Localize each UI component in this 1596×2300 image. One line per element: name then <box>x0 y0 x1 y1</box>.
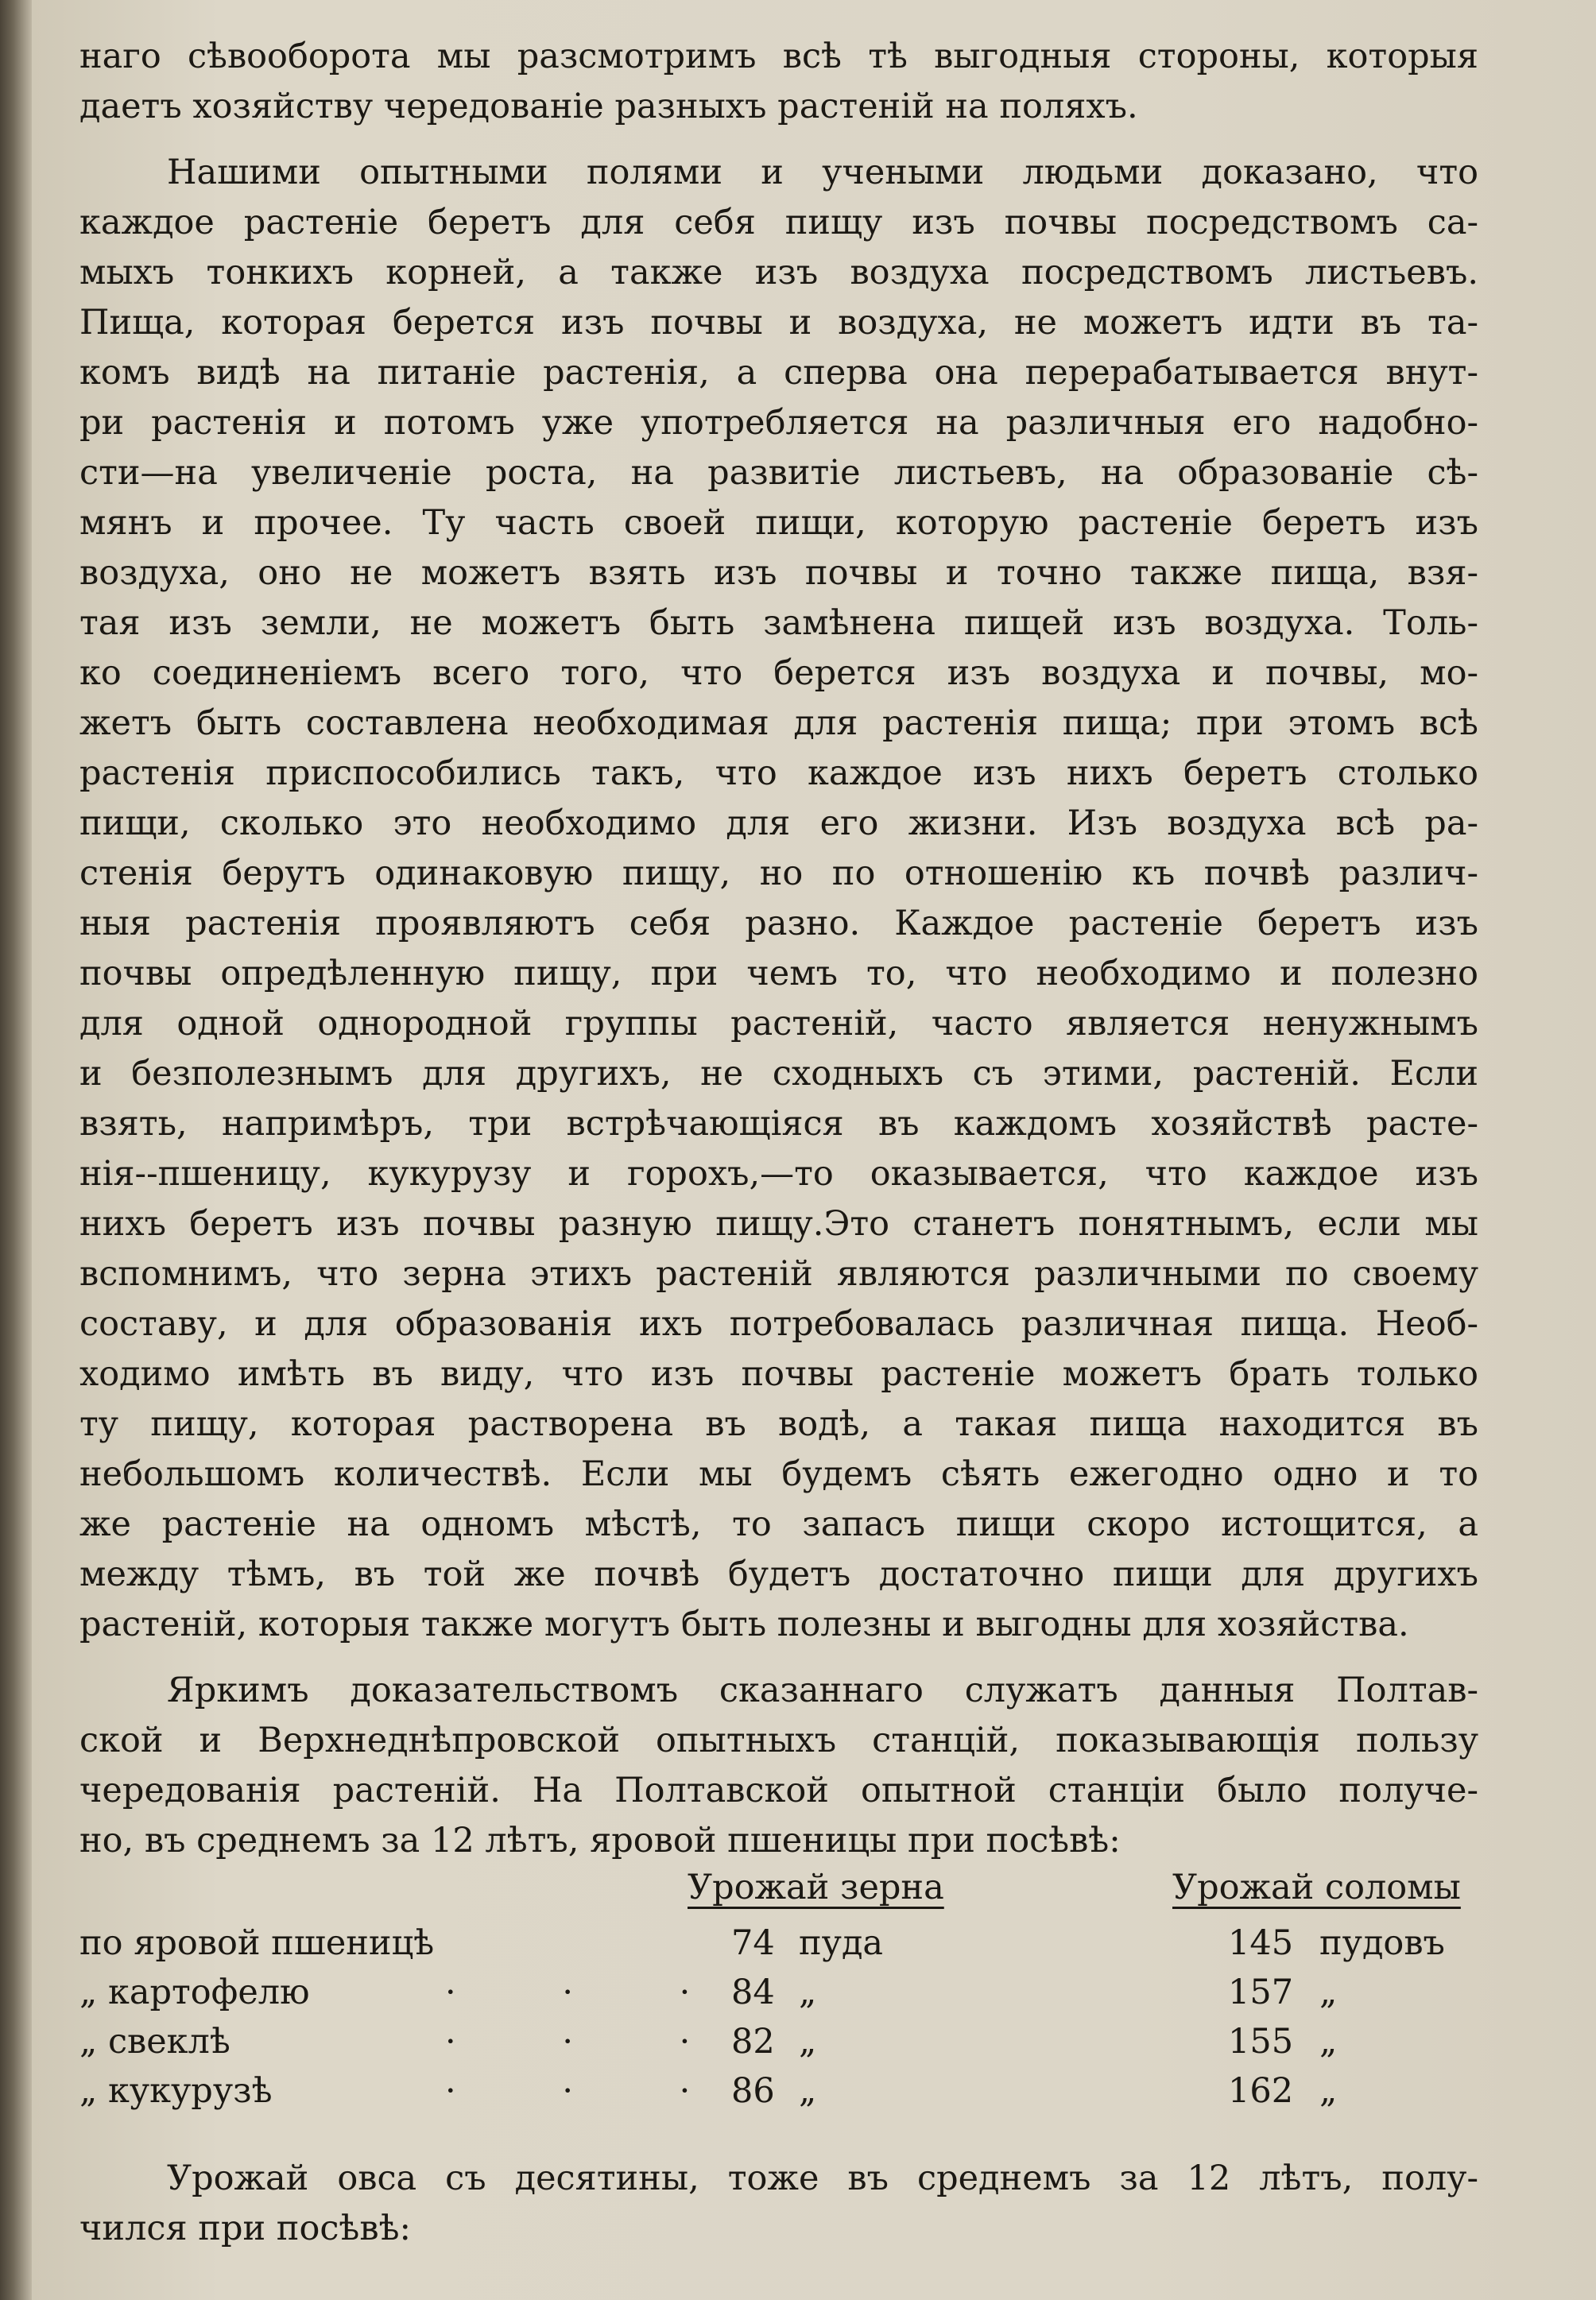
grain-yield-value: 86 <box>731 2071 775 2111</box>
text-line: каждое растеніе беретъ для себя пищу изъ почвы посредствомъ са- <box>79 203 1478 242</box>
text-line: вспомнимъ, что зерна этихъ растеній являются различными по своему <box>79 1254 1478 1294</box>
text-line: мянъ и прочее. Ту часть своей пищи, которую растеніе беретъ изъ <box>79 503 1478 543</box>
text-line: даетъ хозяйству чередованіе разныхъ растеній на поляхъ. <box>79 87 1138 126</box>
straw-yield-value: 155 <box>1228 2022 1294 2062</box>
book-page <box>32 0 1596 2300</box>
crop-label: „ кукурузѣ <box>79 2071 273 2111</box>
yield-table-body <box>79 1923 1486 2120</box>
straw-yield-value: 162 <box>1228 2071 1294 2111</box>
paragraph <box>79 32 1478 132</box>
crop-label: „ свеклѣ <box>79 2022 230 2062</box>
body-text <box>79 32 1478 1866</box>
text-line: воздуха, оно не можетъ взять изъ почвы и точно также пища, взя- <box>79 553 1478 593</box>
closing-line: Урожай овса съ десятины, тоже въ среднемъ за 12 лѣтъ, полу- <box>167 2159 1478 2198</box>
leader-dots: · · · <box>445 1973 738 2012</box>
text-line: наго сѣвооборота мы разсмотримъ всѣ тѣ выгодныя стороны, которыя <box>79 37 1478 76</box>
crop-label: по яровой пшеницѣ <box>79 1923 435 1963</box>
text-line: небольшомъ количествѣ. Если мы будемъ сѣять ежегодно одно и то <box>79 1454 1478 1494</box>
table-row <box>79 1973 1486 2022</box>
header-grain-yield: Урожай зерна <box>688 1868 944 1907</box>
grain-yield-value: 82 <box>731 2022 775 2062</box>
header-straw-yield: Урожай соломы <box>1172 1868 1461 1907</box>
text-line: тая изъ земли, не можетъ быть замѣнена пищей изъ воздуха. Толь- <box>79 603 1478 643</box>
text-line: растенія приспособились такъ, что каждое изъ нихъ беретъ столько <box>79 753 1478 793</box>
text-line: Пища, которая берется изъ почвы и воздуха, не можетъ идти въ та- <box>79 303 1478 343</box>
paragraph <box>79 1666 1478 1866</box>
straw-yield-unit: „ <box>1319 2071 1338 2111</box>
text-line: ту пищу, которая растворена въ водѣ, а такая пища находится въ <box>79 1404 1478 1444</box>
table-row <box>79 2071 1486 2120</box>
leader-dots: · · · <box>445 2071 738 2111</box>
text-line: чередованія растеній. На Полтавской опытной станціи было получе- <box>79 1771 1478 1810</box>
text-line: ской и Верхнеднѣпровской опытныхъ станцій, показывающія пользу <box>79 1721 1478 1760</box>
text-line: взять, напримѣръ, три встрѣчающіяся въ каждомъ хозяйствѣ расте- <box>79 1104 1478 1144</box>
text-line: комъ видѣ на питаніе растенія, а сперва она перерабатывается внут- <box>79 353 1478 393</box>
text-line: ходимо имѣть въ виду, что изъ почвы растеніе можетъ брать только <box>79 1354 1478 1394</box>
text-line: стенія берутъ одинаковую пищу, но по отношенію къ почвѣ различ- <box>79 854 1478 893</box>
text-line: но, въ среднемъ за 12 лѣтъ, яровой пшеницы при посѣвѣ: <box>79 1821 1121 1861</box>
grain-yield-unit: „ <box>799 2022 817 2062</box>
straw-yield-unit: „ <box>1319 1973 1338 2012</box>
straw-yield-value: 145 <box>1228 1923 1294 1963</box>
text-line: ри растенія и потомъ уже употребляется на различныя его надобно- <box>79 403 1478 443</box>
straw-yield-unit: пудовъ <box>1319 1923 1445 1963</box>
text-line: и безполезнымъ для другихъ, не сходныхъ съ этими, растеній. Если <box>79 1054 1478 1094</box>
text-line: сти—на увеличеніе роста, на развитіе листьевъ, на образованіе сѣ- <box>79 453 1478 493</box>
text-line: нія--пшеницу, кукурузу и горохъ,—то оказывается, что каждое изъ <box>79 1154 1478 1194</box>
text-line: жетъ быть составлена необходимая для растенія пища; при этомъ всѣ <box>79 703 1478 743</box>
table-row <box>79 1923 1486 1973</box>
straw-yield-unit: „ <box>1319 2022 1338 2062</box>
text-line: же растеніе на одномъ мѣстѣ, то запасъ пищи скоро истощится, а <box>79 1504 1478 1544</box>
leader-dots: · · · <box>445 2022 738 2062</box>
book-binding-edge <box>0 0 32 2300</box>
text-line: Нашими опытными полями и учеными людьми доказано, что <box>167 153 1478 192</box>
grain-yield-unit: „ <box>799 1973 817 2012</box>
straw-yield-value: 157 <box>1228 1973 1294 2012</box>
closing-paragraph <box>79 2154 1478 2254</box>
yield-table <box>79 1868 1486 2120</box>
crop-label: „ картофелю <box>79 1973 310 2012</box>
text-line: между тѣмъ, въ той же почвѣ будетъ достаточно пищи для другихъ <box>79 1555 1478 1594</box>
paragraph <box>79 148 1478 1650</box>
text-line: мыхъ тонкихъ корней, а также изъ воздуха посредствомъ листьевъ. <box>79 253 1478 292</box>
grain-yield-unit: пуда <box>799 1923 884 1963</box>
text-line: составу, и для образованія ихъ потребовалась различная пища. Необ- <box>79 1304 1478 1344</box>
grain-yield-unit: „ <box>799 2071 817 2111</box>
text-line: Яркимъ доказательствомъ сказаннаго служатъ данныя Полтав- <box>167 1671 1478 1710</box>
text-line: почвы опредѣленную пищу, при чемъ то, что необходимо и полезно <box>79 954 1478 993</box>
closing-line: чился при посѣвѣ: <box>79 2209 411 2248</box>
table-row <box>79 2022 1486 2071</box>
text-line: ко соединеніемъ всего того, что берется изъ воздуха и почвы, мо- <box>79 653 1478 693</box>
text-line: нихъ беретъ изъ почвы разную пищу.Это станетъ понятнымъ, если мы <box>79 1204 1478 1244</box>
text-line: для одной однородной группы растеній, часто является ненужнымъ <box>79 1004 1478 1044</box>
text-line: ныя растенія проявляютъ себя разно. Каждое растеніе беретъ изъ <box>79 904 1478 943</box>
yield-table-header <box>79 1868 1486 1923</box>
text-line: пищи, сколько это необходимо для его жизни. Изъ воздуха всѣ ра- <box>79 803 1478 843</box>
text-line: растеній, которыя также могутъ быть полезны и выгодны для хозяйства. <box>79 1605 1409 1644</box>
grain-yield-value: 84 <box>731 1973 775 2012</box>
grain-yield-value: 74 <box>731 1923 775 1963</box>
